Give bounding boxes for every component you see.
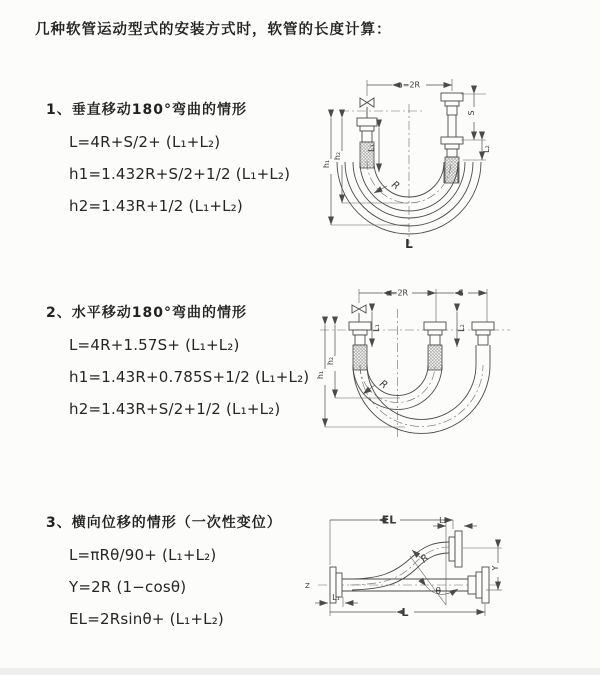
dimension-l [330,603,485,619]
formula-line: h1=1.432R+S/2+1/2 (L₁+L₂) [69,165,291,183]
radius-label: R [377,378,390,392]
radius-label: R [389,179,402,193]
right-fitting [472,322,494,357]
hose-curves [353,357,490,433]
displaced-hose-curve [348,542,449,590]
diagram-lateral-displacement [300,493,600,643]
formula-line: h2=1.43R+1/2 (L₁+L₂) [69,197,243,215]
angle-label: θ [435,587,441,597]
formula-line: L=4R+S/2+ (L₁+L₂) [69,133,221,151]
hose-braid [428,345,442,370]
upper-right-flange [449,531,462,567]
angle-construction [410,523,458,605]
dim-label-l1: L₁ [367,144,376,152]
formula-line: h2=1.43R+S/2+1/2 (L₁+L₂) [69,400,281,418]
dim-label-l1: L₁ [332,593,340,602]
dim-label-l2: L₂ [482,145,491,153]
dimension-s [436,289,487,298]
radius-callout [374,179,401,193]
dimension-l2 [457,312,466,347]
scan-bottom-edge [0,668,600,675]
lower-right-flange [468,567,489,603]
left-fitting [349,322,371,370]
diagram-vertical-180-bend [295,66,575,264]
dim-label-l: L [401,606,409,619]
dim-label-h1: h₁ [322,159,331,169]
hose-braid [445,157,459,183]
dim-label-h1: h₁ [316,370,325,380]
centerlines [340,104,423,244]
break-mark: Z [305,582,310,590]
formula-line: L=πRθ/90+ (L₁+L₂) [69,546,217,564]
dim-label-s: S [458,288,464,298]
left-fitting [357,118,377,168]
page-title: 几种软管运动型式的安装方式时，软管的长度计算： [35,22,392,38]
section-1-heading: 1、垂直移动180°弯曲的情形 [46,102,247,118]
dimension-l2 [433,516,477,526]
length-label: L [405,237,413,251]
dim-label-a2r: a=2R [397,80,421,90]
section-vertical-movement [46,100,316,222]
dim-label-h2: h₂ [333,151,342,161]
formula-line: EL=2Rsinθ+ (L₁+L₂) [69,610,224,628]
dimension-l1 [315,593,358,607]
dim-label-l2: L₂ [439,516,447,525]
formula-line: Y=2R (1−cosθ) [69,578,187,596]
formula-line: L=4R+1.57S+ (L₁+L₂) [69,336,240,354]
section-3-heading: 3、横向位移的情形（一次性变位） [46,515,282,531]
dim-label-y: Y [491,565,500,571]
dimension-l1 [372,312,381,347]
dim-label-l1: L₁ [372,324,381,332]
dimension-a2r [359,289,487,323]
dimension-a2r [367,79,452,96]
section-2-heading: 2、水平移动180°弯曲的情形 [46,305,247,321]
dim-label-s: S [467,110,476,116]
section-horizontal-movement [46,303,316,425]
formula-line: h1=1.43R+0.785S+1/2 (L₁+L₂) [69,368,310,386]
dimension-l2 [482,140,491,160]
dim-label-a2r: a=2R [385,288,409,298]
section-lateral-displacement [46,513,316,635]
dim-label-l2: L₂ [457,324,466,332]
valve-icon [360,98,374,118]
dimension-el [330,514,453,566]
radius-label: R [418,552,432,566]
valve-icon [352,305,366,322]
dim-label-h2: h₂ [326,356,335,366]
dim-label-el: EL [381,513,397,527]
middle-fitting [424,322,446,370]
diagram-horizontal-180-bend [295,277,595,459]
